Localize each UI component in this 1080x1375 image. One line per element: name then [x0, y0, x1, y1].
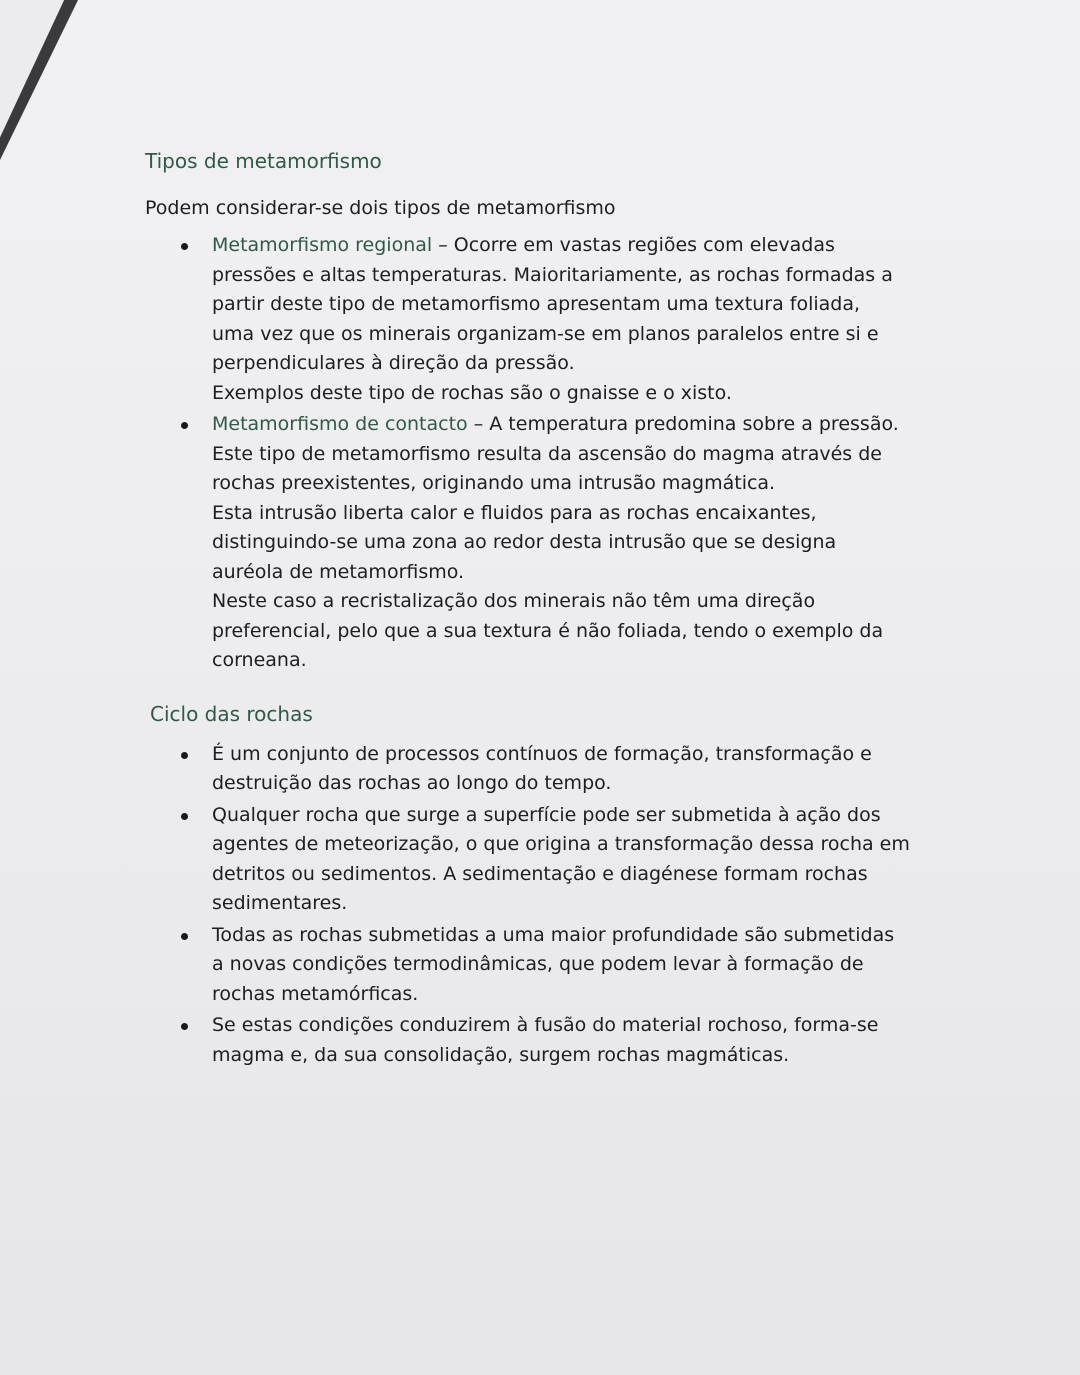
- item-line: É um conjunto de processos contínuos de formação, transformação e: [212, 742, 872, 765]
- item-line: perpendiculares à direção da pressão.: [212, 352, 575, 374]
- item-line: Exemplos deste tipo de rochas são o gnaisse e o xisto.: [212, 381, 732, 404]
- bullet-icon: [181, 422, 188, 429]
- item-line: destruição das rochas ao longo do tempo.: [212, 772, 612, 794]
- item-line: detritos ou sedimentos. A sedimentação e diagénese formam rochas: [212, 862, 868, 885]
- item-line: Este tipo de metamorfismo resulta da ascensão do magma através de: [212, 442, 883, 465]
- bullet-icon: [181, 933, 188, 940]
- item-line: distinguindo-se uma zona ao redor desta intrusão que se designa: [212, 531, 837, 553]
- item-first-line-text: – A temperatura predomina sobre a pressão.: [467, 413, 899, 435]
- list-item: [145, 921, 965, 1010]
- item-first-line: [212, 231, 965, 261]
- item-line: corneana.: [212, 649, 307, 671]
- item-first-line: [212, 410, 965, 440]
- bullet-icon: [181, 813, 188, 820]
- item-line: pressões e altas temperaturas. Maioritariamente, as rochas formadas a: [212, 263, 893, 286]
- list-item: [145, 740, 965, 799]
- item-line: Esta intrusão liberta calor e fluidos para as rochas encaixantes,: [212, 501, 817, 524]
- bullet-icon: [181, 243, 188, 250]
- section-intro: Podem considerar-se dois tipos de metamorfismo: [145, 197, 616, 219]
- item-line: rochas preexistentes, originando uma intrusão magmática.: [212, 472, 776, 494]
- item-line: auréola de metamorfismo.: [212, 560, 465, 583]
- section-title-metamorphism: Tipos de metamorfismo: [145, 149, 382, 173]
- metamorphism-list: [145, 231, 965, 676]
- item-line: Qualquer rocha que surge a superfície pode ser submetida à ação dos: [212, 803, 881, 826]
- page-corner-fold: [0, 0, 66, 146]
- section-title-rock-cycle: Ciclo das rochas: [150, 701, 313, 726]
- item-line: uma vez que os minerais organizam-se em planos paralelos entre si e: [212, 322, 879, 345]
- term-contact: Metamorfismo de contacto: [212, 413, 468, 435]
- item-line: rochas metamórficas.: [212, 982, 419, 1005]
- term-regional: Metamorfismo regional: [212, 234, 433, 256]
- item-first-line-text: – Ocorre em vastas regiões com elevadas: [432, 234, 835, 256]
- item-line: sedimentares.: [212, 892, 348, 914]
- rock-cycle-list: [145, 740, 965, 1071]
- item-line: a novas condições termodinâmicas, que podem levar à formação de: [212, 953, 864, 975]
- item-line: Todas as rochas submetidas a uma maior profundidade são submetidas: [212, 923, 895, 946]
- bullet-icon: [181, 752, 188, 759]
- item-line: agentes de meteorização, o que origina a transformação dessa rocha em: [212, 833, 910, 855]
- bullet-icon: [181, 1023, 188, 1030]
- list-item: [145, 801, 965, 919]
- list-item-contact: [145, 410, 965, 676]
- list-item-regional: [145, 231, 965, 408]
- item-line: Se estas condições conduzirem à fusão do material rochoso, forma-se: [212, 1014, 879, 1036]
- item-line: magma e, da sua consolidação, surgem rochas magmáticas.: [212, 1043, 790, 1066]
- item-line: preferencial, pelo que a sua textura é não foliada, tendo o exemplo da: [212, 619, 884, 642]
- item-line: Neste caso a recristalização dos minerais não têm uma direção: [212, 590, 816, 612]
- document-content: [145, 143, 965, 1072]
- list-item: [145, 1011, 965, 1070]
- item-line: partir deste tipo de metamorfismo apresentam uma textura foliada,: [212, 293, 861, 315]
